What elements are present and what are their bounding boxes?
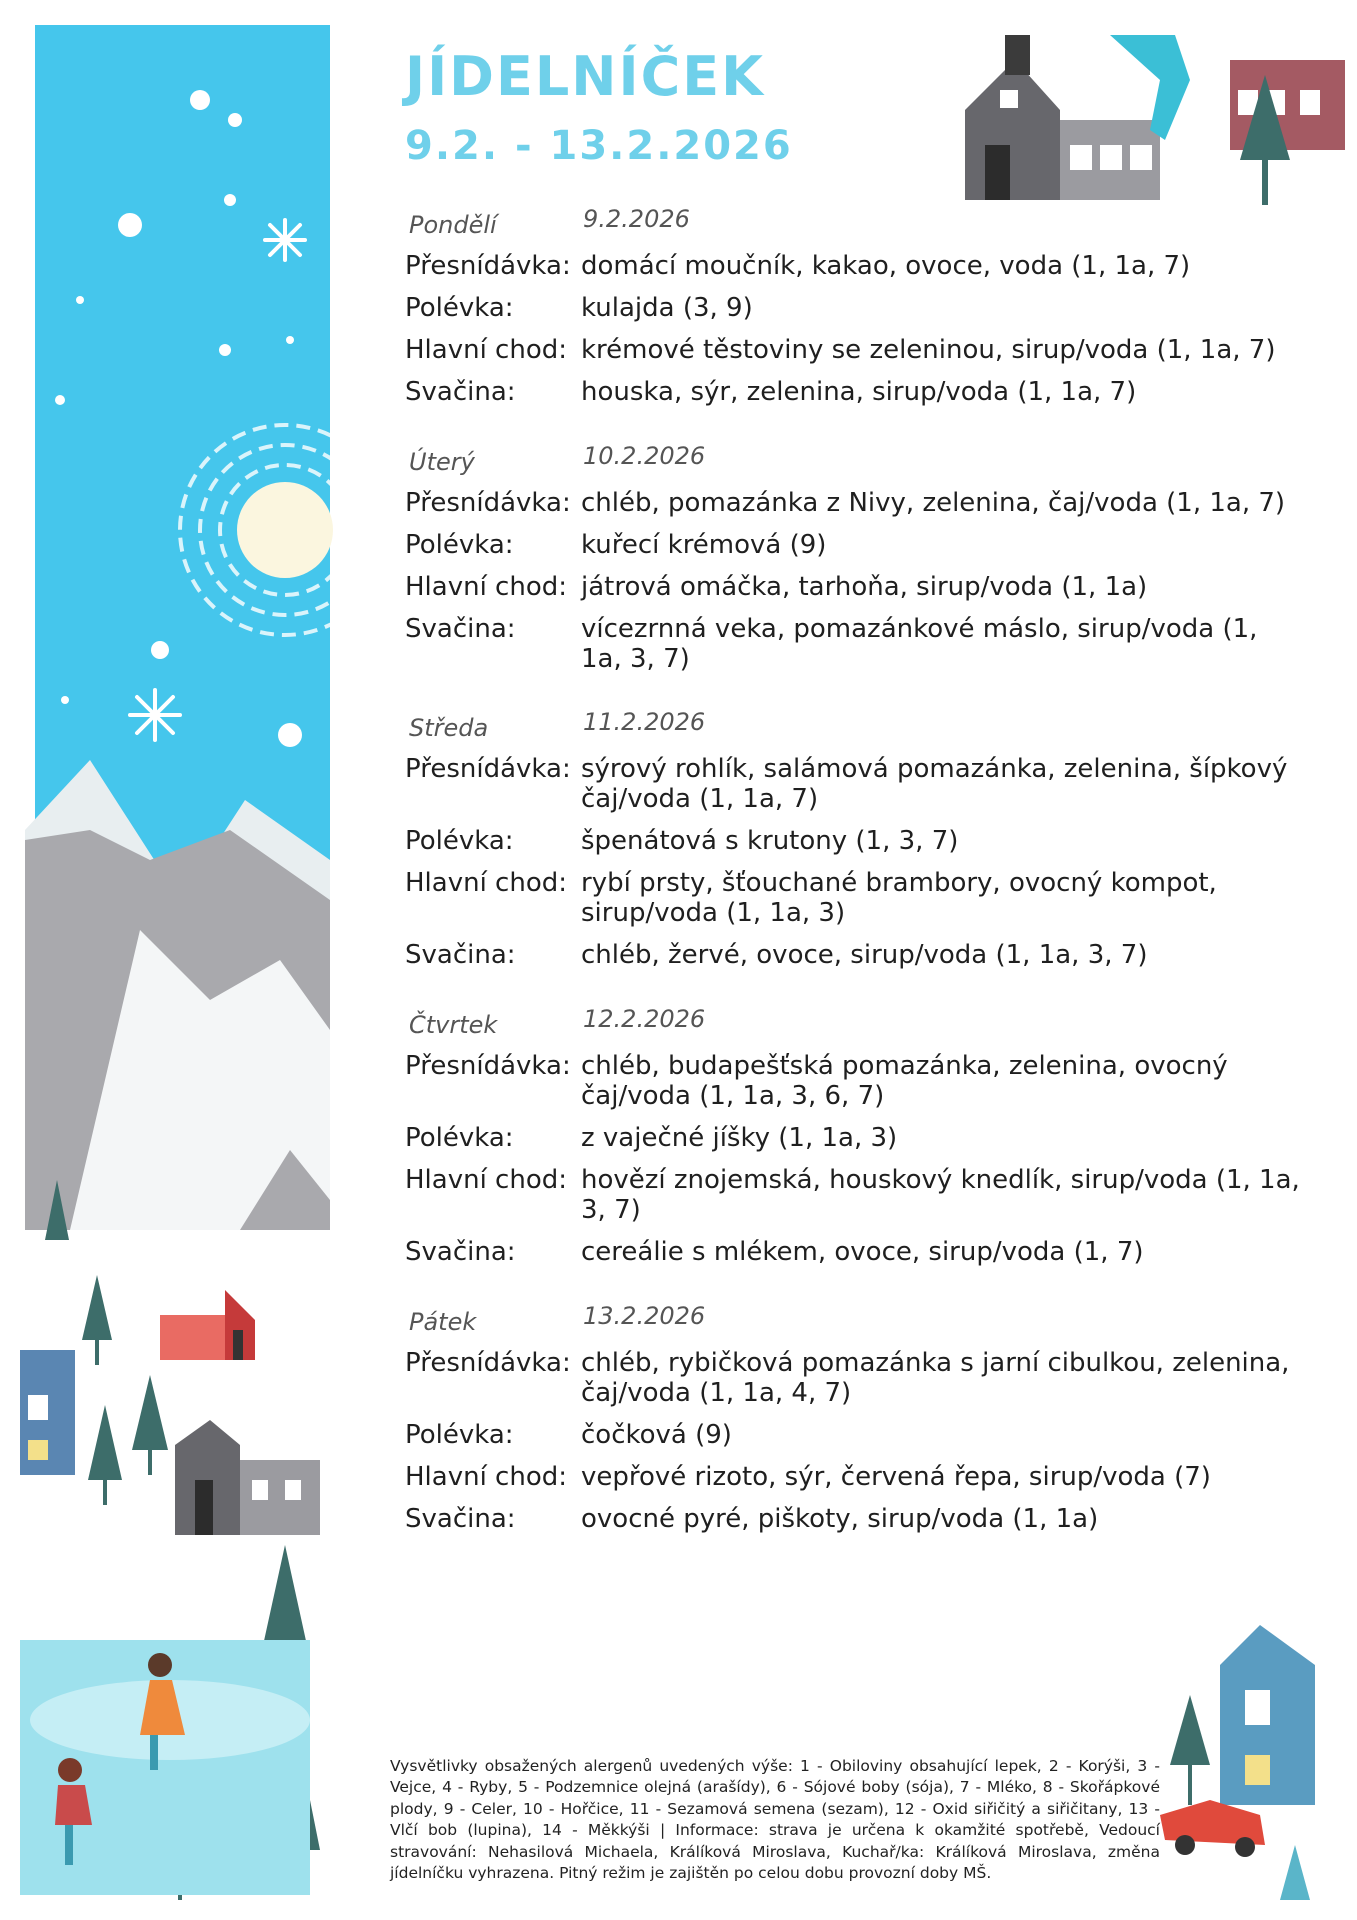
meal-label: Polévka: [405, 1123, 514, 1153]
meal-text: houska, sýr, zelenina, sirup/voda (1, 1a, 7) [581, 377, 1137, 407]
day-date: 9.2.2026 [583, 205, 690, 233]
meal-row [405, 614, 1305, 674]
meal-row [405, 940, 1305, 970]
meal-text: cereálie s mlékem, ovoce, sirup/voda (1, 7) [581, 1237, 1144, 1267]
meal-label: Hlavní chod: [405, 572, 568, 602]
page-title: JÍDELNÍČEK [405, 45, 765, 108]
meal-text: sýrový rohlík, salámová pomazánka, zelenina, šípkový čaj/voda (1, 1a, 7) [581, 754, 1288, 814]
meal-label: Přesnídávka: [405, 1348, 571, 1378]
meal-row [405, 1165, 1305, 1225]
day-date: 11.2.2026 [583, 708, 706, 736]
day-wednesday [405, 708, 1305, 982]
day-name: Úterý [409, 448, 475, 476]
meal-row [405, 572, 1305, 602]
meal-label: Hlavní chod: [405, 868, 568, 898]
day-thursday [405, 1005, 1305, 1279]
meal-label: Svačina: [405, 1237, 516, 1267]
grey-house-illustration [175, 1420, 320, 1535]
meal-text: ovocné pyré, piškoty, sirup/voda (1, 1a) [581, 1504, 1099, 1534]
meal-text: z vaječné jíšky (1, 1a, 3) [581, 1123, 898, 1153]
meal-row [405, 530, 1305, 560]
meal-text: játrová omáčka, tarhoňa, sirup/voda (1, 1a) [581, 572, 1148, 602]
blue-house-illustration [20, 1350, 75, 1475]
meal-label: Hlavní chod: [405, 1462, 568, 1492]
houses-illustration [955, 20, 1350, 220]
meal-label: Přesnídávka: [405, 488, 571, 518]
meal-row [405, 754, 1305, 814]
meal-row [405, 826, 1305, 856]
meal-text: chléb, budapešťská pomazánka, zelenina, ovocný čaj/voda (1, 1a, 3, 6, 7) [581, 1051, 1228, 1111]
meal-row [405, 1462, 1305, 1492]
day-date: 13.2.2026 [583, 1302, 706, 1330]
meal-label: Svačina: [405, 614, 516, 644]
meal-label: Polévka: [405, 1420, 514, 1450]
meal-row [405, 1237, 1305, 1267]
red-house-illustration [160, 1290, 255, 1360]
meal-row [405, 377, 1305, 407]
meal-label: Polévka: [405, 826, 514, 856]
day-date: 10.2.2026 [583, 442, 706, 470]
meal-text: špenátová s krutony (1, 3, 7) [581, 826, 959, 856]
day-name: Středa [409, 714, 489, 742]
meal-text: čočková (9) [581, 1420, 732, 1450]
meal-row [405, 488, 1305, 518]
meal-text: chléb, rybičková pomazánka s jarní cibulkou, zelenina, čaj/voda (1, 1a, 4, 7) [581, 1348, 1290, 1408]
meal-label: Svačina: [405, 1504, 516, 1534]
meal-row [405, 1504, 1305, 1534]
meal-label: Přesnídávka: [405, 1051, 571, 1081]
meal-label: Přesnídávka: [405, 251, 571, 281]
house-car-illustration [1150, 1615, 1350, 1905]
day-friday [405, 1302, 1305, 1546]
day-monday [405, 205, 1305, 419]
day-name: Čtvrtek [409, 1011, 498, 1039]
meal-row [405, 293, 1305, 323]
meal-text: vícezrnná veka, pomazánkové máslo, sirup/voda (1, 1a, 3, 7) [581, 614, 1258, 674]
meal-label: Polévka: [405, 293, 514, 323]
meal-row [405, 1420, 1305, 1450]
meal-text: domácí moučník, kakao, ovoce, voda (1, 1a, 7) [581, 251, 1191, 281]
meal-label: Svačina: [405, 940, 516, 970]
meal-label: Přesnídávka: [405, 754, 571, 784]
meal-label: Hlavní chod: [405, 335, 568, 365]
meal-row [405, 335, 1305, 365]
day-tuesday [405, 442, 1305, 686]
meal-row [405, 868, 1305, 928]
meal-row [405, 1051, 1305, 1111]
date-range: 9.2. - 13.2.2026 [405, 123, 793, 169]
meal-row [405, 1123, 1305, 1153]
meal-label: Svačina: [405, 377, 516, 407]
meal-text: kuřecí krémová (9) [581, 530, 827, 560]
meal-text: rybí prsty, šťouchané brambory, ovocný kompot, sirup/voda (1, 1a, 3) [581, 868, 1217, 928]
meal-label: Polévka: [405, 530, 514, 560]
winter-illustration [0, 0, 340, 1920]
day-name: Pondělí [409, 211, 497, 239]
day-date: 12.2.2026 [583, 1005, 706, 1033]
meal-text: vepřové rizoto, sýr, červená řepa, sirup/voda (7) [581, 1462, 1211, 1492]
meal-text: chléb, pomazánka z Nivy, zelenina, čaj/voda (1, 1a, 7) [581, 488, 1286, 518]
allergen-footnote: Vysvětlivky obsažených alergenů uvedených výše: 1 - Obiloviny obsahující lepek, 2 - Korýši, 3 - Vejce, 4 - Ryby, 5 - Podzemnice olejná (arašídy), 6 - Sójové boby (sója), 7 - Mléko, 8 - Skořápkové plody, 9 - Celer, 10 - Hořčice, 11 - Sezamová semena (sezam), 12 - Oxid siřičitý a siřičitany, 13 - Vlčí bob (lupina), 14 - Měkkýši | Informace: strava je určena k okamžité spotřebě, Vedoucí stravování: Nehasilová Michaela, Králíková Miroslava, Kuchař/ka: Králíková Miroslava, změna jídelníčku vyhrazena. Pitný režim je zajištěn po celou dobu provozní doby MŠ. [390, 1756, 1160, 1882]
meal-text: hovězí znojemská, houskový knedlík, sirup/voda (1, 1a, 3, 7) [581, 1165, 1300, 1225]
red-car-icon [1160, 1800, 1265, 1857]
meal-row [405, 1348, 1305, 1408]
meal-row [405, 251, 1305, 281]
meal-text: krémové těstoviny se zeleninou, sirup/voda (1, 1a, 7) [581, 335, 1276, 365]
day-name: Pátek [409, 1308, 477, 1336]
meal-label: Hlavní chod: [405, 1165, 568, 1195]
meal-text: chléb, žervé, ovoce, sirup/voda (1, 1a, 3, 7) [581, 940, 1148, 970]
meal-text: kulajda (3, 9) [581, 293, 753, 323]
